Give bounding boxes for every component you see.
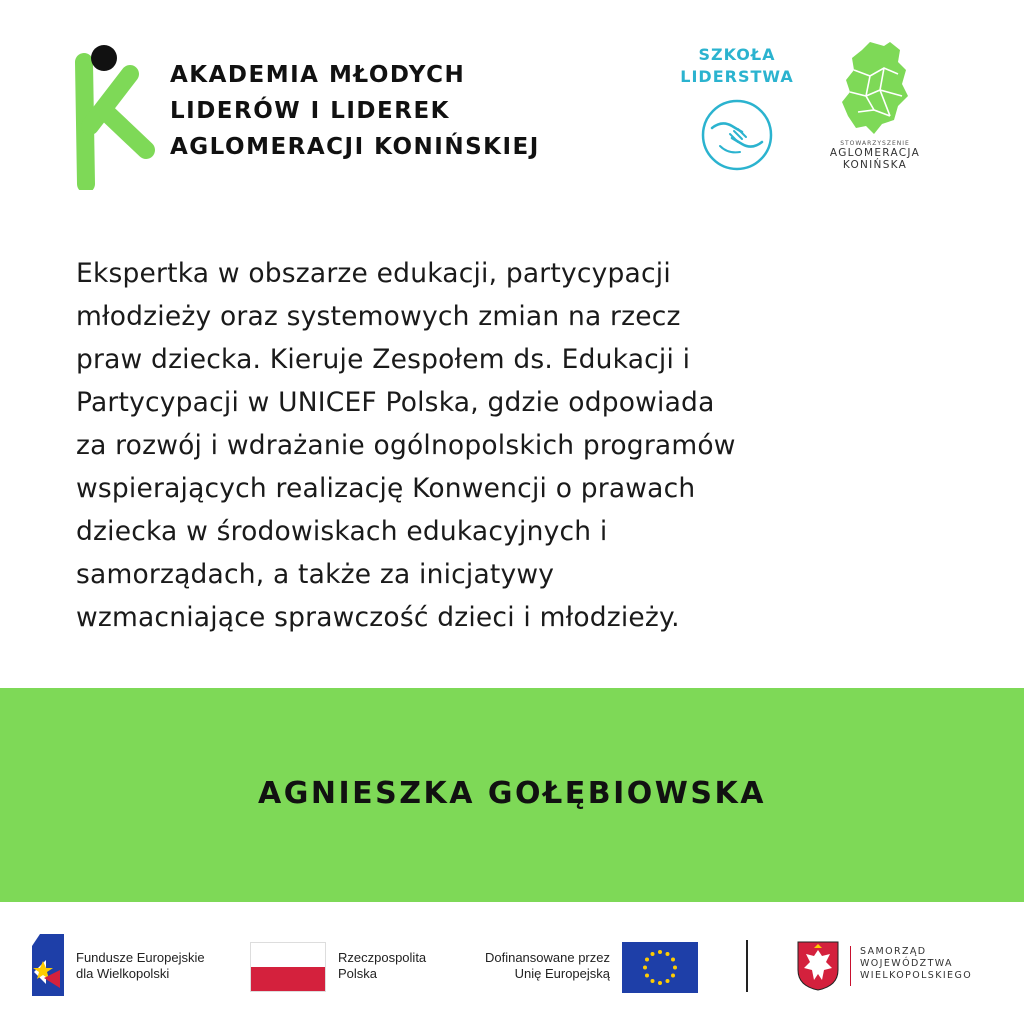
- bio-line: Ekspertka w obszarze edukacji, partycypacji: [76, 258, 671, 289]
- bio-line: wspierających realizację Konwencji o prawach: [76, 473, 696, 504]
- academy-title-line-1: AKADEMIA MŁODYCH: [170, 62, 466, 88]
- szkola-line-1: SZKOŁA: [698, 45, 776, 64]
- fe-line-2: dla Wielkopolski: [76, 966, 170, 981]
- academy-title-line-2: LIDERÓW I LIDEREK: [170, 98, 450, 124]
- akademia-k-logo: [68, 44, 160, 190]
- rzeczpospolita-text: [338, 950, 426, 982]
- eu-flag-icon: [622, 942, 698, 993]
- rp-line-2: Polska: [338, 966, 378, 981]
- academy-title: [170, 57, 540, 165]
- fe-line-1: Fundusze Europejskie: [76, 950, 205, 965]
- wielkopolska-crest-icon: [796, 940, 840, 992]
- aglomeracja-line-2: KONIŃSKA: [842, 159, 908, 171]
- sw-line-1: SAMORZĄD: [860, 946, 927, 957]
- bio-line: Partycypacji w UNICEF Polska, gdzie odpowiada: [76, 387, 715, 418]
- bio-text: [76, 252, 956, 639]
- fundusze-europejskie-icon: [30, 932, 66, 998]
- dofinansowane-text: [440, 950, 610, 982]
- aglomeracja-line-1: AGLOMERACJA: [829, 147, 921, 159]
- footer-divider: [746, 940, 748, 992]
- person-name: AGNIESZKA GOŁĘBIOWSKA: [258, 776, 766, 811]
- bio-line: młodzieży oraz systemowych zmian na rzecz: [76, 301, 681, 332]
- sw-line-2: WOJEWÓDZTWA: [860, 958, 953, 969]
- region-map-icon: [840, 40, 910, 136]
- stowarzyszenie-label: STOWARZYSZENIE: [840, 140, 910, 147]
- samorzad-separator: [850, 946, 851, 986]
- bio-line: za rozwój i wdrażanie ogólnopolskich programów: [76, 430, 736, 461]
- ue-line-1: Dofinansowane przez: [484, 950, 610, 965]
- polish-flag-icon: [250, 942, 326, 992]
- rp-line-1: Rzeczpospolita: [338, 950, 427, 965]
- aglomeracja-konska-logo: [820, 40, 930, 171]
- funding-footer: [0, 902, 1024, 1024]
- szkola-line-2: LIDERSTWA: [680, 67, 794, 86]
- bio-line: wzmacniające sprawczość dzieci i młodzieży.: [76, 602, 680, 633]
- name-banner: [0, 688, 1024, 902]
- ue-line-2: Unię Europejską: [514, 966, 610, 981]
- handshake-icon: [700, 98, 774, 172]
- bio-line: samorządach, a także za inicjatywy: [76, 559, 555, 590]
- bio-line: dziecka w środowiskach edukacyjnych i: [76, 516, 608, 547]
- sw-line-3: WIELKOPOLSKIEGO: [860, 970, 973, 981]
- samorzad-text: [860, 946, 972, 982]
- szkola-liderstwa-logo: [672, 44, 802, 172]
- academy-title-line-3: AGLOMERACJI KONIŃSKIEJ: [170, 134, 540, 160]
- bio-line: praw dziecka. Kieruje Zespołem ds. Edukacji i: [76, 344, 691, 375]
- fundusze-europejskie-text: [76, 950, 205, 982]
